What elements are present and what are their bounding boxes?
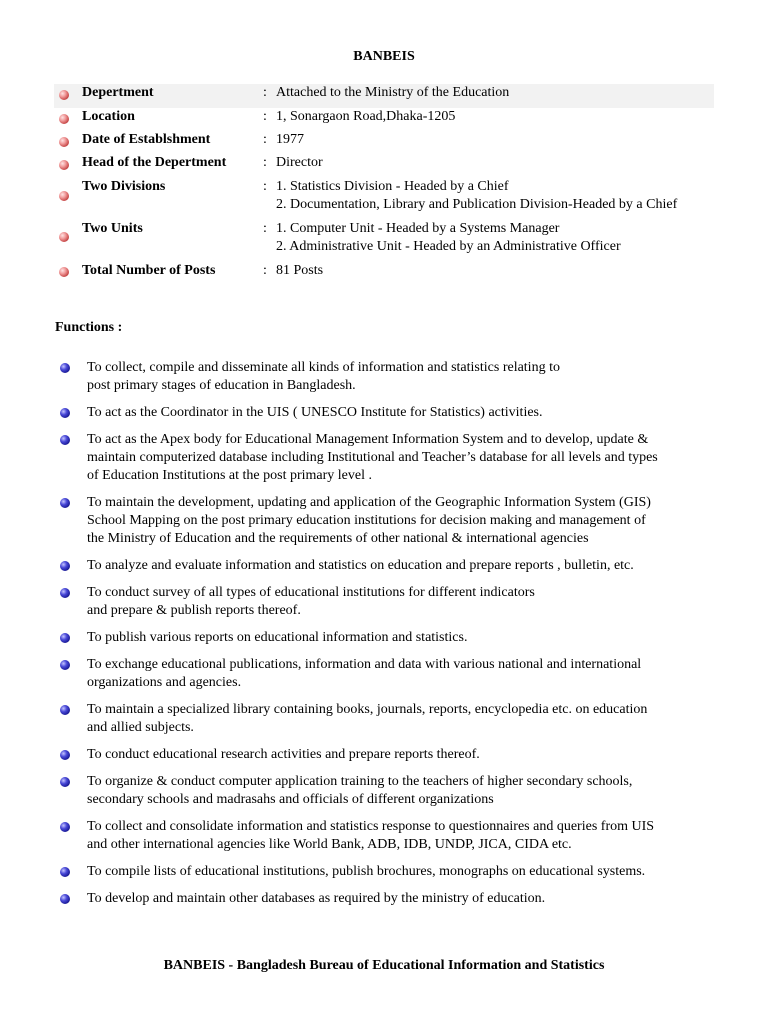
info-value (276, 108, 455, 126)
bullet-icon (60, 363, 70, 373)
bullet-icon (60, 633, 70, 643)
function-text: and other international agencies like World Bank, ADB, IDB, UNDP, JICA, CIDA etc. (87, 837, 572, 852)
function-text: To act as the Apex body for Educational Management Information System and to develop, update & (87, 432, 649, 447)
info-label: Location (82, 109, 135, 124)
function-item (59, 701, 709, 737)
info-value-line: 2. Documentation, Library and Publication Division-Headed by a Chief (276, 197, 678, 212)
info-separator: : (263, 263, 267, 278)
info-value-line: 1. Computer Unit - Headed by a Systems Manager (276, 221, 560, 236)
function-item (59, 656, 709, 692)
bullet-icon (60, 705, 70, 715)
function-text: School Mapping on the post primary education institutions for decision making and management of (87, 513, 646, 528)
function-text: organizations and agencies. (87, 675, 242, 690)
page-title: BANBEIS (353, 49, 415, 64)
info-value (276, 262, 323, 280)
info-value-line: 1977 (276, 132, 304, 147)
info-label: Two Units (82, 221, 143, 236)
bullet-icon (60, 408, 70, 418)
bullet-icon (60, 561, 70, 571)
function-item (59, 557, 709, 575)
info-value-line: 1. Statistics Division - Headed by a Chief (276, 179, 509, 194)
info-value-line: Director (276, 155, 323, 170)
info-label: Two Divisions (82, 179, 166, 194)
function-text: To maintain a specialized library containing books, journals, reports, encyclopedia etc. on education (87, 702, 648, 717)
function-text: To develop and maintain other databases as required by the ministry of education. (87, 891, 546, 906)
bullet-icon (59, 232, 69, 242)
info-row (54, 154, 714, 178)
bullet-icon (59, 114, 69, 124)
bullet-icon (60, 498, 70, 508)
info-value-line: 81 Posts (276, 263, 324, 278)
page-footer: BANBEIS - Bangladesh Bureau of Educational Information and Statistics (163, 958, 605, 973)
function-item (59, 431, 709, 485)
function-text: To analyze and evaluate information and statistics on education and prepare reports , bulletin, etc. (87, 558, 634, 573)
bullet-icon (59, 90, 69, 100)
function-text: To publish various reports on educational information and statistics. (87, 630, 468, 645)
bullet-icon (60, 867, 70, 877)
info-value-line: Attached to the Ministry of the Education (276, 85, 510, 100)
function-item (59, 629, 709, 647)
info-value (276, 220, 621, 256)
bullet-icon (60, 435, 70, 445)
functions-list (59, 359, 709, 917)
info-label: Head of the Depertment (82, 155, 227, 170)
function-item (59, 890, 709, 908)
info-separator: : (263, 132, 267, 147)
info-label: Date of Establshment (82, 132, 211, 147)
bullet-icon (60, 777, 70, 787)
function-text: To exchange educational publications, information and data with various national and international (87, 657, 642, 672)
function-text: To compile lists of educational institutions, publish brochures, monographs on educational systems. (87, 864, 646, 879)
info-row (54, 262, 714, 286)
info-row (54, 220, 714, 262)
function-text: To collect and consolidate information and statistics response to questionnaires and queries from UIS (87, 819, 655, 834)
info-row (54, 108, 714, 131)
function-text: To organize & conduct computer application training to the teachers of higher secondary schools, (87, 774, 633, 789)
bullet-icon (60, 750, 70, 760)
function-text: To collect, compile and disseminate all kinds of information and statistics relating to (87, 360, 560, 375)
function-item (59, 818, 709, 854)
info-value-line: 1, Sonargaon Road,Dhaka-1205 (276, 109, 456, 124)
info-row (54, 84, 714, 108)
function-item (59, 359, 709, 395)
info-label: Depertment (82, 85, 154, 100)
info-separator: : (263, 179, 267, 194)
bullet-icon (60, 660, 70, 670)
info-separator: : (263, 155, 267, 170)
function-item (59, 773, 709, 809)
function-item (59, 863, 709, 881)
functions-heading: Functions : (55, 320, 123, 335)
function-text: the Ministry of Education and the requirements of other national & international agencies (87, 531, 589, 546)
bullet-icon (59, 160, 69, 170)
info-separator: : (263, 109, 267, 124)
function-text: To conduct survey of all types of educational institutions for different indicators (87, 585, 535, 600)
info-value (276, 178, 677, 214)
info-row (54, 178, 714, 220)
function-text: To maintain the development, updating and application of the Geographic Information System (GIS) (87, 495, 651, 510)
info-separator: : (263, 85, 267, 100)
info-label: Total Number of Posts (82, 263, 216, 278)
bullet-icon (59, 191, 69, 201)
function-item (59, 584, 709, 620)
function-item (59, 494, 709, 548)
function-text: and allied subjects. (87, 720, 194, 735)
bullet-icon (59, 137, 69, 147)
info-value (276, 131, 304, 149)
function-text: of Education Institutions at the post primary level . (87, 468, 372, 483)
function-text: To act as the Coordinator in the UIS ( UNESCO Institute for Statistics) activities. (87, 405, 543, 420)
function-text: and prepare & publish reports thereof. (87, 603, 301, 618)
function-text: post primary stages of education in Bangladesh. (87, 378, 356, 393)
bullet-icon (59, 267, 69, 277)
bullet-icon (60, 822, 70, 832)
info-value-line: 2. Administrative Unit - Headed by an Administrative Officer (276, 239, 621, 254)
function-item (59, 404, 709, 422)
function-text: secondary schools and madrasahs and officials of different organizations (87, 792, 494, 807)
info-separator: : (263, 221, 267, 236)
info-value (276, 84, 509, 102)
bullet-icon (60, 588, 70, 598)
function-text: To conduct educational research activities and prepare reports thereof. (87, 747, 480, 762)
info-row (54, 131, 714, 154)
function-text: maintain computerized database including Institutional and Teacher’s database for all levels and types (87, 450, 658, 465)
function-item (59, 746, 709, 764)
info-table (54, 84, 714, 286)
info-value (276, 154, 323, 172)
bullet-icon (60, 894, 70, 904)
